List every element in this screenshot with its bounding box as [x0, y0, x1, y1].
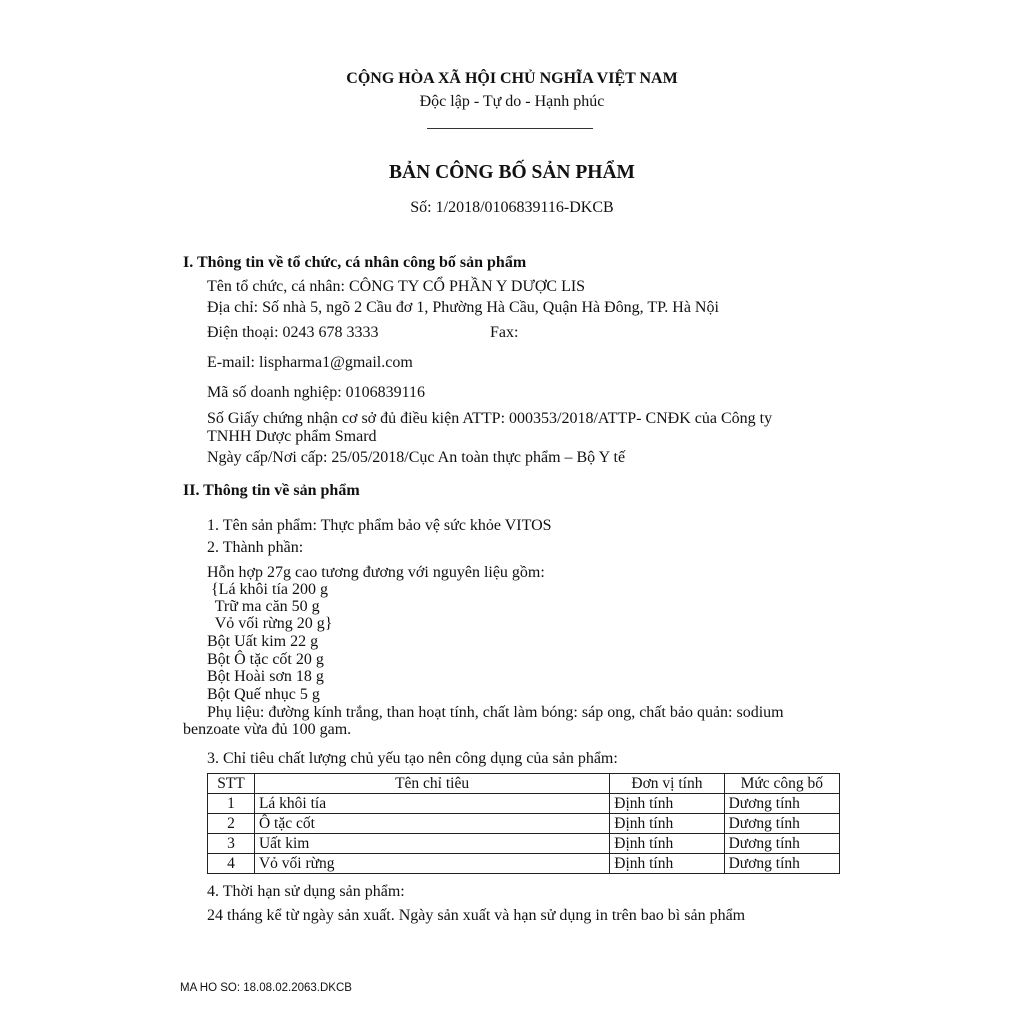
cell-unit: Định tính [610, 814, 724, 834]
cell-result: Dương tính [724, 834, 839, 854]
org-name: Tên tổ chức, cá nhân: CÔNG TY CỔ PHẦN Y DƯỢC LIS [207, 278, 586, 295]
cell-stt: 2 [208, 814, 255, 834]
excipients-line2: benzoate vừa đủ 100 gam. [183, 721, 352, 738]
org-phone: Điện thoại: 0243 678 3333 [207, 324, 379, 341]
cell-unit: Định tính [610, 854, 724, 874]
motto: Độc lập - Tự do - Hạnh phúc [419, 93, 605, 110]
ingredient-line: Hỗn hợp 27g cao tương đương với nguyên liệu gồm: [207, 564, 545, 581]
section1-heading: I. Thông tin về tổ chức, cá nhân công bố sản phẩm [183, 254, 527, 271]
certificate-line1: Số Giấy chứng nhận cơ sở đủ điều kiện ATTP: 000353/2018/ATTP- CNĐK của Công ty [207, 410, 773, 427]
ingredient-line: Bột Hoài sơn 18 g [207, 668, 324, 685]
cell-stt: 1 [208, 794, 255, 814]
ingredient-line: Trữ ma căn 50 g [207, 598, 320, 615]
cell-stt: 4 [208, 854, 255, 874]
cell-criteria: Ô tặc cốt [254, 814, 609, 834]
header-stt: STT [208, 774, 255, 794]
org-address: Địa chỉ: Số nhà 5, ngõ 2 Cầu đơ 1, Phường Hà Cầu, Quận Hà Đông, TP. Hà Nội [207, 299, 719, 316]
ingredient-line: Bột Quế nhục 5 g [207, 686, 320, 703]
cell-criteria: Uất kim [254, 834, 609, 854]
quality-heading: 3. Chỉ tiêu chất lượng chủ yếu tạo nên công dụng của sản phẩm: [207, 750, 618, 767]
section2-heading: II. Thông tin về sản phẩm [183, 482, 360, 499]
cell-unit: Định tính [610, 834, 724, 854]
ingredient-line: {Lá khôi tía 200 g [207, 581, 328, 598]
quality-table [207, 773, 840, 874]
table-row [208, 854, 840, 874]
ingredient-line: Vỏ vối rừng 20 g} [207, 615, 333, 632]
dossier-code: MA HO SO: 18.08.02.2063.DKCB [180, 982, 352, 994]
cell-result: Dương tính [724, 854, 839, 874]
ingredients-heading: 2. Thành phần: [207, 539, 304, 556]
shelf-life-heading: 4. Thời hạn sử dụng sản phẩm: [207, 883, 405, 900]
nation-heading: CỘNG HÒA XÃ HỘI CHỦ NGHĨA VIỆT NAM [346, 70, 678, 87]
document-title: BẢN CÔNG BỐ SẢN PHẨM [389, 162, 635, 183]
ingredient-line: Bột Ô tặc cốt 20 g [207, 651, 324, 668]
document-number: Số: 1/2018/0106839116-DKCB [410, 199, 614, 216]
table-row [208, 834, 840, 854]
table-row [208, 794, 840, 814]
certificate-line2: TNHH Dược phẩm Smard [207, 428, 377, 445]
cell-criteria: Lá khôi tía [254, 794, 609, 814]
issue-info: Ngày cấp/Nơi cấp: 25/05/2018/Cục An toàn thực phẩm – Bộ Y tế [207, 449, 626, 466]
header-criteria: Tên chỉ tiêu [254, 774, 609, 794]
ingredient-line: Bột Uất kim 22 g [207, 633, 319, 650]
cell-result: Dương tính [724, 794, 839, 814]
org-email: E-mail: lispharma1@gmail.com [207, 354, 413, 371]
cell-criteria: Vỏ vối rừng [254, 854, 609, 874]
cell-stt: 3 [208, 834, 255, 854]
product-name: 1. Tên sản phẩm: Thực phẩm bảo vệ sức khỏe VITOS [207, 517, 552, 534]
table-header-row [208, 774, 840, 794]
header-unit: Đơn vị tính [610, 774, 724, 794]
org-fax: Fax: [490, 324, 519, 341]
business-code: Mã số doanh nghiệp: 0106839116 [207, 384, 426, 401]
excipients-line1: Phụ liệu: đường kính trắng, than hoạt tính, chất làm bóng: sáp ong, chất bảo quản: sodium [207, 704, 784, 721]
header-divider [427, 128, 593, 129]
table-row [208, 814, 840, 834]
cell-unit: Định tính [610, 794, 724, 814]
cell-result: Dương tính [724, 814, 839, 834]
shelf-life-text: 24 tháng kể từ ngày sản xuất. Ngày sản xuất và hạn sử dụng in trên bao bì sản phẩm [207, 907, 746, 924]
header-declared-level: Mức công bố [724, 774, 839, 794]
